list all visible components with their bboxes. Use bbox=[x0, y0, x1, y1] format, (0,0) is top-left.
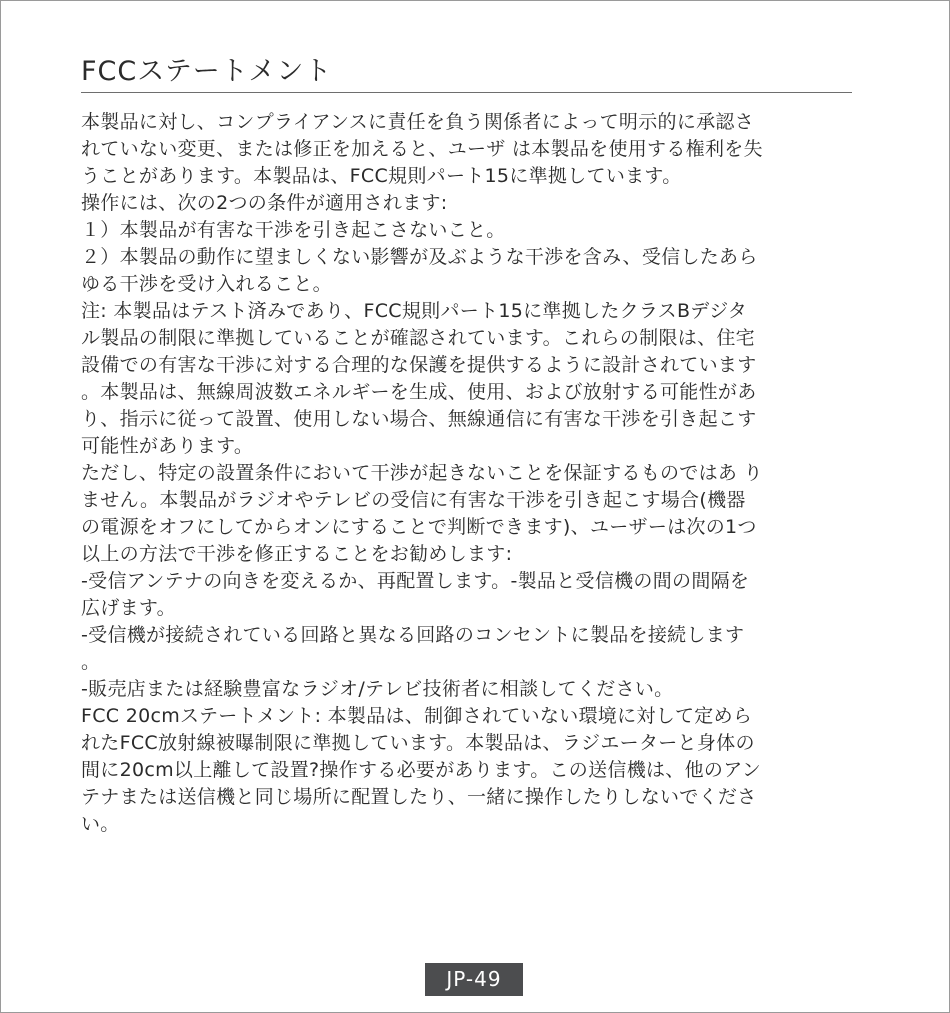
title-divider bbox=[81, 92, 852, 93]
body-line: 間に20cm以上離して設置?操作する必要があります。この送信機は、他のアン bbox=[81, 759, 762, 781]
body-line: ル製品の制限に準拠していることが確認されています。これらの制限は、住宅 bbox=[81, 327, 755, 349]
body-line: り、指示に従って設置、使用しない場合、無線通信に有害な干渉を引き起こす bbox=[81, 408, 757, 430]
page-number-badge: JP-49 bbox=[425, 963, 523, 996]
body-line: -販売店または経験豊富なラジオ/テレビ技術者に相談してください。 bbox=[81, 678, 674, 700]
body-line: 広げます。 bbox=[81, 597, 176, 619]
body-line: うことがあります。本製品は、FCC規則パート15に準拠しています。 bbox=[81, 165, 682, 187]
page-title: FCCステートメント bbox=[81, 56, 333, 87]
body-line: れていない変更、または修正を加えると、ユーザ は本製品を使用する権利を失 bbox=[81, 138, 763, 160]
body-line: 注: 本製品はテスト済みであり、FCC規則パート15に準拠したクラスBデジタ bbox=[81, 300, 748, 322]
body-line: テナまたは送信機と同じ場所に配置したり、一緒に操作したりしないでくださ bbox=[81, 786, 757, 808]
body-line: 設備での有害な干渉に対する合理的な保護を提供するように設計されています bbox=[81, 354, 757, 376]
body-line: 以上の方法で干渉を修正することをお勧めします: bbox=[81, 543, 513, 565]
body-line: い。 bbox=[81, 813, 120, 835]
body-line: れたFCC放射線被曝制限に準拠しています。本製品は、ラジエーターと身体の bbox=[81, 732, 755, 754]
body-line: ただし、特定の設置条件において干渉が起きないことを保証するものではあ り bbox=[81, 462, 763, 484]
body-line: 。 bbox=[81, 651, 101, 673]
body-line: ません。本製品がラジオやテレビの受信に有害な干渉を引き起こす場合(機器 bbox=[81, 489, 746, 511]
statement-body bbox=[81, 109, 855, 838]
body-line: ２）本製品の動作に望ましくない影響が及ぶような干渉を含み、受信したあら bbox=[81, 246, 758, 268]
body-line: １）本製品が有害な干渉を引き起こさないこと。 bbox=[81, 219, 506, 241]
body-line: -受信アンテナの向きを変えるか、再配置します。-製品と受信機の間の間隔を bbox=[81, 570, 750, 592]
body-line: ゆる干渉を受け入れること。 bbox=[81, 273, 332, 295]
body-line: 本製品に対し、コンプライアンスに責任を負う関係者によって明示的に承認さ bbox=[81, 111, 755, 133]
body-line: 可能性があります。 bbox=[81, 435, 254, 457]
body-line: 操作には、次の2つの条件が適用されます: bbox=[81, 192, 448, 214]
body-line: の電源をオフにしてからオンにすることで判断できます)、ユーザーは次の1つ bbox=[81, 516, 757, 538]
body-line: -受信機が接続されている回路と異なる回路のコンセントに製品を接続します bbox=[81, 624, 745, 646]
body-line: FCC 20cmステートメント: 本製品は、制御されていない環境に対して定めら bbox=[81, 705, 753, 727]
body-line: 。本製品は、無線周波数エネルギーを生成、使用、および放射する可能性があ bbox=[81, 381, 757, 403]
